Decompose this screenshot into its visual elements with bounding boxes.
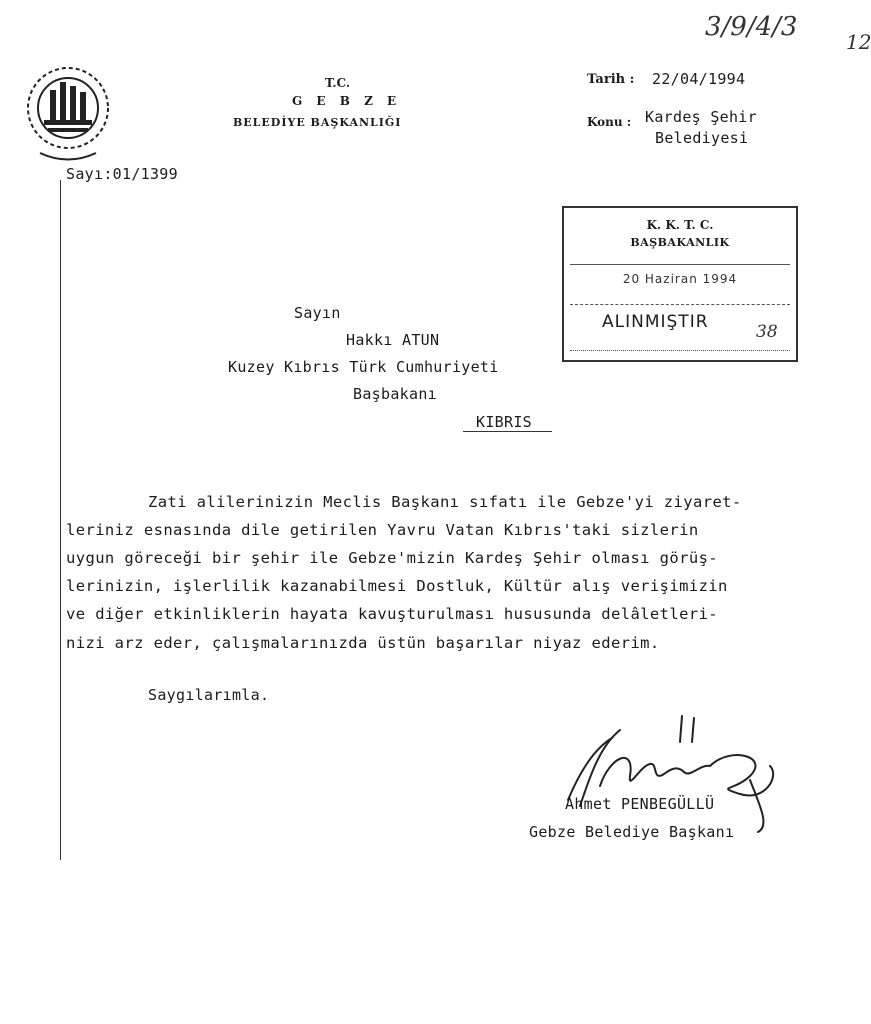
- address-place: KIBRIS: [476, 413, 532, 431]
- received-stamp: [562, 206, 798, 362]
- body-line: nizi arz eder, çalışmalarınızda üstün başarılar niyaz ederim.: [66, 634, 660, 652]
- address-title: Başbakanı: [353, 385, 437, 403]
- subject-line-2: Belediyesi: [655, 129, 749, 147]
- header-city: G E B Z E: [292, 94, 402, 108]
- address-salutation: Sayın: [294, 304, 341, 322]
- margin-line: [60, 180, 61, 860]
- body-line: leriniz esnasında dile getirilen Yavru Vatan Kıbrıs'taki sizlerin: [66, 521, 699, 539]
- address-country: Kuzey Kıbrıs Türk Cumhuriyeti: [228, 358, 499, 376]
- stamp-office: BAŞBAKANLIK: [630, 236, 730, 249]
- stamp-country: K. K. T. C.: [646, 218, 714, 232]
- body-line: ve diğer etkinliklerin hayata kavuşturulması hususunda delâletleri-: [66, 605, 719, 623]
- body-line: Zati alilerinizin Meclis Başkanı sıfatı ile Gebze'yi ziyaret-: [148, 493, 742, 511]
- handwritten-corner-note: 12: [846, 30, 871, 54]
- subject-label: Konu :: [587, 115, 632, 129]
- municipality-logo-icon: [20, 58, 116, 168]
- date-label: Tarih :: [587, 72, 635, 87]
- signature-scrawl-icon: [540, 716, 800, 836]
- closing-text: Saygılarımla.: [148, 686, 270, 704]
- header-office: BELEDİYE BAŞKANLIĞI: [233, 116, 402, 129]
- reference-number: Sayı:01/1399: [66, 165, 178, 183]
- body-line: uygun göreceği bir şehir ile Gebze'mizin Kardeş Şehir olması görüş-: [66, 549, 719, 567]
- stamp-divider: [570, 350, 790, 351]
- signer-title: Gebze Belediye Başkanı: [529, 823, 735, 841]
- body-line: lerinizin, işlerlilik kazanabilmesi Dostluk, Kültür alış verişimizin: [66, 577, 728, 595]
- stamp-divider: [570, 264, 790, 265]
- stamp-received-text: ALINMIŞTIR: [602, 312, 709, 332]
- stamp-divider: [570, 304, 790, 305]
- handwritten-note: 3/9/4/3: [705, 12, 798, 42]
- address-place-underline: [463, 431, 552, 432]
- signer-name: Ahmet PENBEGÜLLÜ: [565, 795, 715, 813]
- subject-line-1: Kardeş Şehir: [645, 108, 757, 126]
- date-value: 22/04/1994: [652, 70, 746, 88]
- stamp-date: 20 Haziran 1994: [622, 272, 738, 286]
- address-name: Hakkı ATUN: [346, 331, 440, 349]
- header-country: T.C.: [325, 76, 351, 90]
- stamp-number: 38: [756, 322, 778, 342]
